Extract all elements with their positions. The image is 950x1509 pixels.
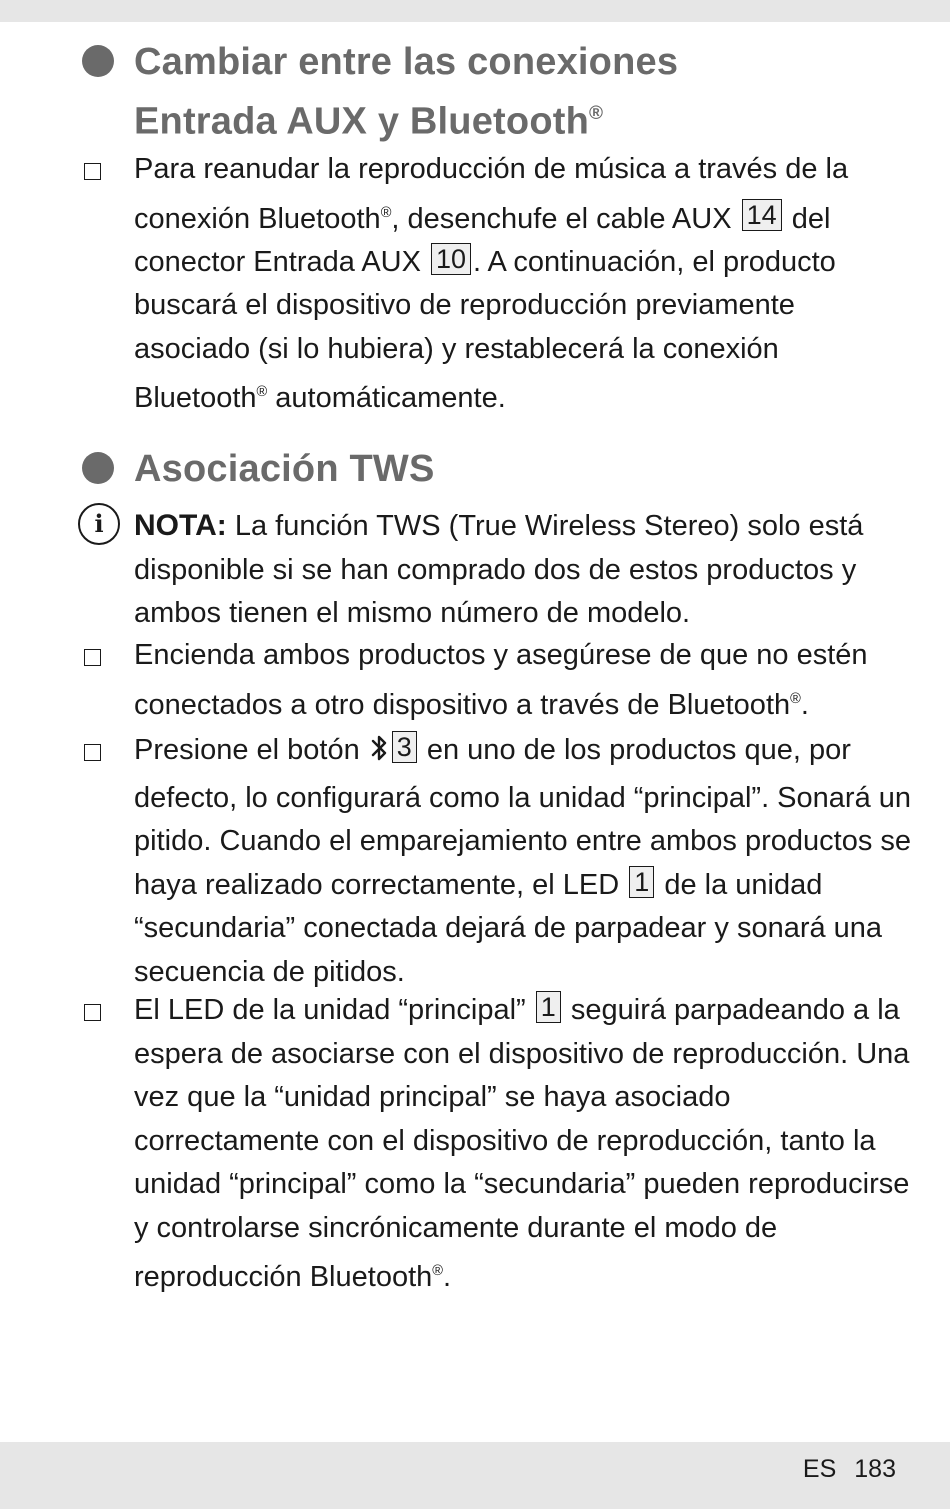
instruction-paragraph: El LED de la unidad “principal” 1 seguirá parpadeando a la espera de asociarse con el dispositivo de reproducción. Una vez que la “unidad principal” se haya asociado correctamente con el dispositivo de reproducción, tanto la unidad “principal” como la “secundaria” pueden reproducirse y controlarse sincrónicamente durante el modo de reproducción Bluetooth®. — [134, 992, 910, 1293]
instruction-paragraph: Presione el botón 3 en uno de los productos que, por defecto, lo configurará como la unidad “principal”. Sonará un pitido. Cuando el emparejamiento entre ambos productos se haya realizado correctamente, el LED 1 de la unidad “secundaria” conectada dejará de parpadear y sonará una secuencia de pitidos. — [134, 732, 912, 988]
section-heading-tws: Asociación TWS — [134, 448, 435, 490]
bluetooth-icon — [370, 733, 388, 777]
reference-number: 14 — [742, 199, 782, 231]
instruction-paragraph: Para reanudar la reproducción de música a través de la conexión Bluetooth®, desenchufe el cable AUX 14 del conector Entrada AUX 10 . A continuación, el producto buscará el dispositivo de reproducción previamente asociado (si lo hubiera) y restablecerá la conexión Bluetooth® automáticamente. — [134, 153, 849, 415]
page-number: 183 — [854, 1455, 896, 1483]
reference-number: 1 — [536, 991, 561, 1023]
note-label: NOTA: — [134, 509, 227, 542]
page-footer — [803, 1455, 896, 1484]
info-icon: i — [78, 503, 120, 545]
heading-line: Entrada AUX y Bluetooth® — [134, 100, 604, 143]
top-band — [0, 0, 950, 22]
checkbox-icon — [84, 163, 101, 180]
reference-number: 3 — [392, 731, 417, 763]
heading-line: Cambiar entre las conexiones — [134, 41, 679, 83]
registered-mark: ® — [380, 204, 392, 221]
registered-mark: ® — [432, 1263, 443, 1279]
section-bullet-icon — [82, 45, 114, 77]
checkbox-icon — [84, 744, 101, 761]
checkbox-icon — [84, 649, 101, 666]
section-bullet-icon — [82, 452, 114, 484]
instruction-paragraph: Encienda ambos productos y asegúrese de que no estén conectados a otro dispositivo a través de Bluetooth®. — [134, 639, 868, 721]
note-paragraph: NOTA: La función TWS (True Wireless Stereo) solo está disponible si se han comprado dos de estos productos y ambos tienen el mismo número de modelo. — [134, 509, 864, 629]
reference-number: 10 — [431, 243, 471, 275]
section-heading-aux-bluetooth — [134, 36, 678, 147]
checkbox-icon — [84, 1004, 101, 1021]
registered-mark: ® — [790, 690, 801, 707]
language-code: ES — [802, 1455, 837, 1483]
registered-mark: ® — [589, 103, 604, 124]
registered-mark: ® — [256, 384, 268, 401]
reference-number: 1 — [629, 866, 654, 898]
